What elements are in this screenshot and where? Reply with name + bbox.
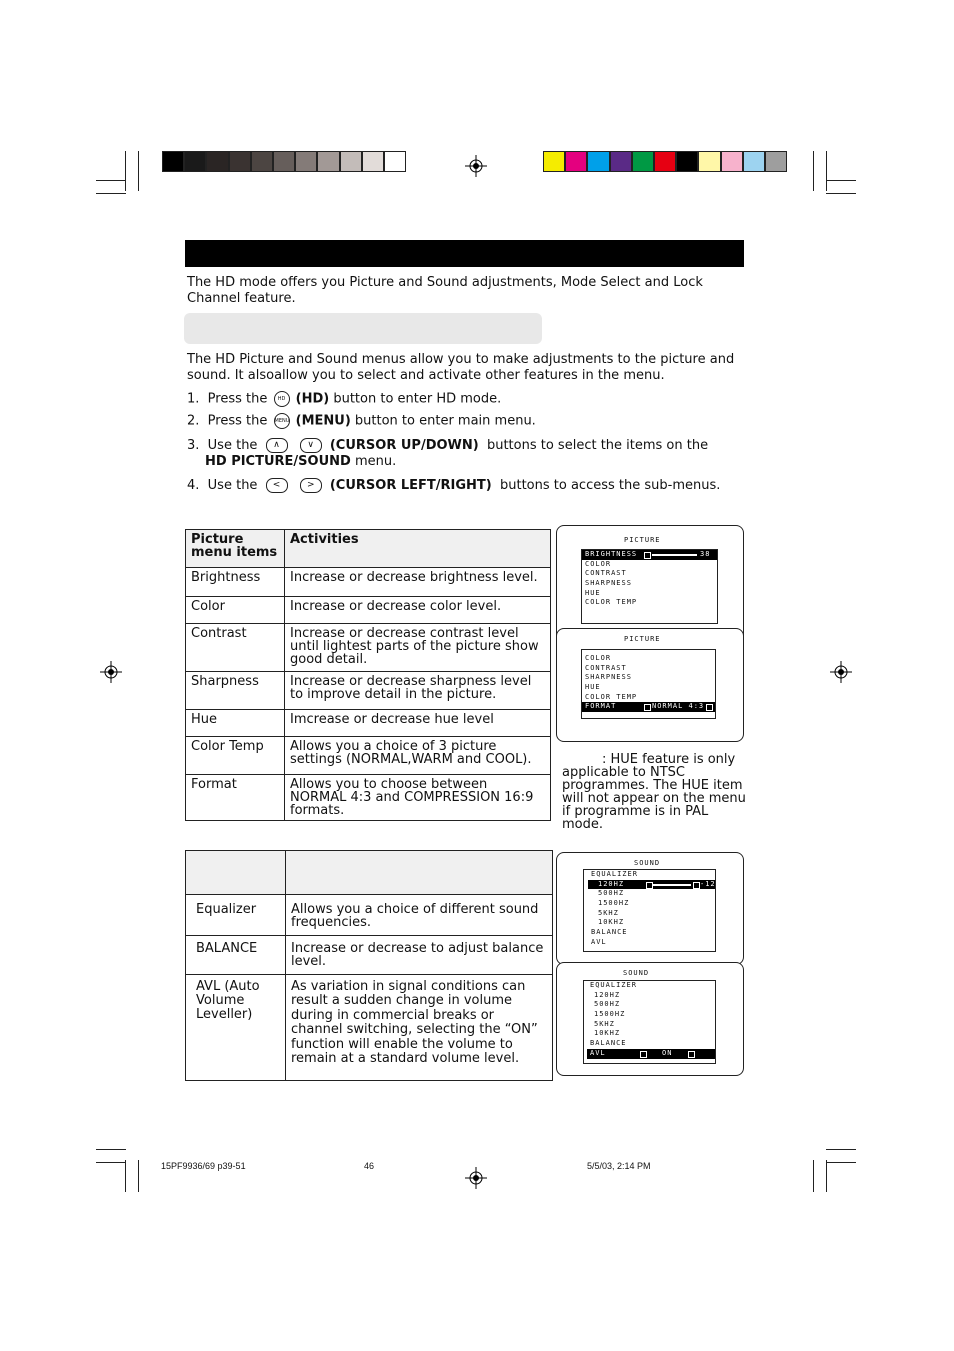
- step-text: Press the: [207, 391, 268, 407]
- osd-menu: [583, 869, 716, 952]
- osd-menu: [581, 649, 716, 719]
- table-cell: Format: [186, 775, 285, 821]
- table-row: [186, 775, 551, 821]
- osd-item: 10KHZ: [594, 1029, 621, 1038]
- gray-swatch: [340, 151, 362, 172]
- table-cell: Allows you to choose between NORMAL 4:3 and COMPRESSION 16:9 formats.: [285, 775, 551, 821]
- osd-title: SOUND: [634, 859, 661, 867]
- table-row: [186, 568, 551, 597]
- table-cell: Hue: [186, 710, 285, 737]
- table-cell: Brightness: [186, 568, 285, 597]
- table-cell: Equalizer: [186, 895, 286, 936]
- color-swatch: [587, 151, 609, 172]
- osd-item: BALANCE: [591, 928, 628, 937]
- color-swatch: [743, 151, 765, 172]
- step-1: [187, 391, 501, 408]
- gray-swatch: [184, 151, 206, 172]
- osd-item: CONTRAST: [585, 569, 627, 578]
- osd-item: 120HZ -12: [588, 880, 715, 890]
- footer-page-number: 46: [364, 1161, 375, 1171]
- osd-item: 500HZ: [594, 1000, 621, 1009]
- gray-swatch: [384, 151, 406, 172]
- table-cell: Allows you a choice of different sound frequencies.: [286, 895, 553, 936]
- table-cell: Allows you a choice of 3 picture settings (NORMAL,WARM and COOL).: [285, 737, 551, 775]
- step-number: 1.: [187, 391, 200, 407]
- gray-swatch: [295, 151, 317, 172]
- table-row: [186, 895, 553, 936]
- osd-item: EQUALIZER: [591, 870, 638, 878]
- osd-item: COLOR: [585, 559, 612, 568]
- osd-item: 120HZ: [594, 990, 621, 999]
- cursor-left-icon: <: [266, 478, 288, 493]
- menu-button-icon: MENU: [274, 413, 290, 429]
- osd-item: BRIGHTNESS 38: [582, 550, 717, 560]
- color-swatch: [632, 151, 654, 172]
- cursor-right-icon: >: [300, 478, 322, 493]
- osd-item: 1500HZ: [598, 899, 630, 908]
- table-cell: BALANCE: [186, 936, 286, 975]
- osd-item: BALANCE: [590, 1039, 627, 1048]
- cursor-down-icon: ∨: [300, 438, 322, 453]
- footer-date: 5/5/03, 2:14 PM: [587, 1161, 651, 1171]
- table-cell: Increase or decrease to adjust balance level.: [286, 936, 553, 975]
- section-header-bar: [185, 240, 744, 267]
- step-bold: HD PICTURE/SOUND: [205, 454, 351, 469]
- osd-item: 1500HZ: [594, 1010, 626, 1019]
- osd-item: EQUALIZER: [590, 981, 637, 989]
- table-cell: Color: [186, 597, 285, 624]
- table-header: [186, 851, 286, 895]
- color-swatch: [610, 151, 632, 172]
- registration-mark-icon: [465, 1167, 487, 1189]
- osd-title: PICTURE: [624, 536, 661, 544]
- step-2: [187, 413, 536, 430]
- osd-menu: [583, 980, 716, 1064]
- table-cell: AVL (Auto Volume Leveller): [186, 975, 286, 1081]
- table-cell: Increase or decrease sharpness level to improve detail in the picture.: [285, 672, 551, 710]
- step-text: Press the: [207, 413, 268, 429]
- color-swatch: [721, 151, 743, 172]
- osd-item: HUE: [585, 683, 601, 692]
- osd-item: AVL ON: [587, 1049, 715, 1059]
- step-bold: (HD): [295, 391, 330, 407]
- step-number: 2.: [187, 413, 200, 429]
- osd-title: PICTURE: [624, 635, 661, 643]
- table-cell: Contrast: [186, 624, 285, 672]
- table-row: [186, 710, 551, 737]
- sound-menu-screen-2: [556, 962, 744, 1076]
- osd-item: 500HZ: [598, 889, 625, 898]
- gray-swatch: [251, 151, 273, 172]
- osd-item: SHARPNESS: [585, 673, 632, 682]
- osd-title: SOUND: [623, 969, 650, 977]
- osd-item: FORMAT NORMAL 4:3: [582, 702, 715, 712]
- sound-menu-table: [185, 850, 553, 1081]
- hue-note: : HUE feature is only applicable to NTSC programmes. The HUE item will not appear on the menu if programme is in PAL mode.: [562, 752, 746, 832]
- color-swatch: [654, 151, 676, 172]
- intro-text: The HD mode offers you Picture and Sound adjustments, Mode Select and Lock Channel feature.: [187, 275, 703, 306]
- hd-button-icon: HD: [274, 391, 290, 407]
- gray-swatch: [362, 151, 384, 172]
- step-4: [187, 478, 720, 494]
- step-text: Use the: [207, 438, 258, 453]
- color-swatch: [565, 151, 587, 172]
- gray-swatch: [229, 151, 251, 172]
- color-swatch: [765, 151, 787, 172]
- step-text: buttons to select the items on the: [486, 438, 709, 453]
- subheading-box: [184, 313, 542, 344]
- gray-swatch: [273, 151, 295, 172]
- osd-item: COLOR TEMP: [585, 598, 638, 607]
- step-number: 3.: [187, 438, 200, 453]
- step-bold: (CURSOR LEFT/RIGHT): [329, 478, 492, 493]
- gray-swatch: [317, 151, 339, 172]
- step-text: menu.: [354, 454, 397, 469]
- cursor-up-icon: ∧: [266, 438, 288, 453]
- step-bold: (MENU): [295, 413, 351, 429]
- osd-item: CONTRAST: [585, 663, 627, 672]
- osd-item: COLOR: [585, 654, 612, 662]
- registration-mark-icon: [830, 661, 852, 683]
- table-cell: Increase or decrease brightness level.: [285, 568, 551, 597]
- table-row: [186, 737, 551, 775]
- color-swatch: [676, 151, 698, 172]
- registration-mark-icon: [100, 661, 122, 683]
- osd-item: AVL: [591, 937, 607, 946]
- table-row: [186, 975, 553, 1081]
- footer-filename: 15PF9936/69 p39-51: [161, 1161, 246, 1171]
- picture-menu-table: [185, 529, 551, 821]
- table-cell: As variation in signal conditions can result a sudden change in volume during in commercial breaks or channel switching, selecting the “ON” function will enable the volume to remain at a standard volume level.: [286, 975, 553, 1081]
- osd-item: 5KHZ: [594, 1019, 615, 1028]
- picture-menu-screen-1: [556, 525, 744, 644]
- table-header: Picture menu items: [186, 530, 285, 568]
- osd-item: HUE: [585, 588, 601, 597]
- table-cell: Sharpness: [186, 672, 285, 710]
- table-cell: Increase or decrease color level.: [285, 597, 551, 624]
- table-row: [186, 597, 551, 624]
- table-cell: Imcrease or decrease hue level: [285, 710, 551, 737]
- table-header: [286, 851, 553, 895]
- registration-mark-icon: [465, 155, 487, 177]
- color-swatch: [543, 151, 565, 172]
- gray-swatch: [206, 151, 228, 172]
- step-3: [187, 438, 708, 470]
- step-text: Use the: [207, 478, 258, 493]
- table-row: [186, 672, 551, 710]
- step-bold: (CURSOR UP/DOWN): [329, 438, 479, 453]
- table-row: [186, 624, 551, 672]
- table-cell: Increase or decrease contrast level until lightest parts of the picture show good detail.: [285, 624, 551, 672]
- picture-menu-screen-2: [556, 628, 744, 742]
- osd-item: 5KHZ: [598, 908, 619, 917]
- color-swatch: [698, 151, 720, 172]
- osd-menu: [581, 549, 718, 624]
- table-row: [186, 936, 553, 975]
- sound-menu-screen-1: [556, 852, 744, 965]
- body-paragraph: The HD Picture and Sound menus allow you to make adjustments to the picture and sound. It alsoallow you to select and activate other features in the menu.: [187, 352, 735, 383]
- step-number: 4.: [187, 478, 200, 493]
- step-text: button to enter main menu.: [354, 413, 536, 429]
- gray-swatch: [162, 151, 184, 172]
- table-cell: Color Temp: [186, 737, 285, 775]
- step-text: button to enter HD mode.: [333, 391, 502, 407]
- osd-item: 10KHZ: [598, 918, 625, 927]
- osd-item: SHARPNESS: [585, 579, 632, 588]
- step-text: buttons to access the sub-menus.: [500, 478, 721, 493]
- osd-item: COLOR TEMP: [585, 692, 638, 701]
- table-header: Activities: [285, 530, 551, 568]
